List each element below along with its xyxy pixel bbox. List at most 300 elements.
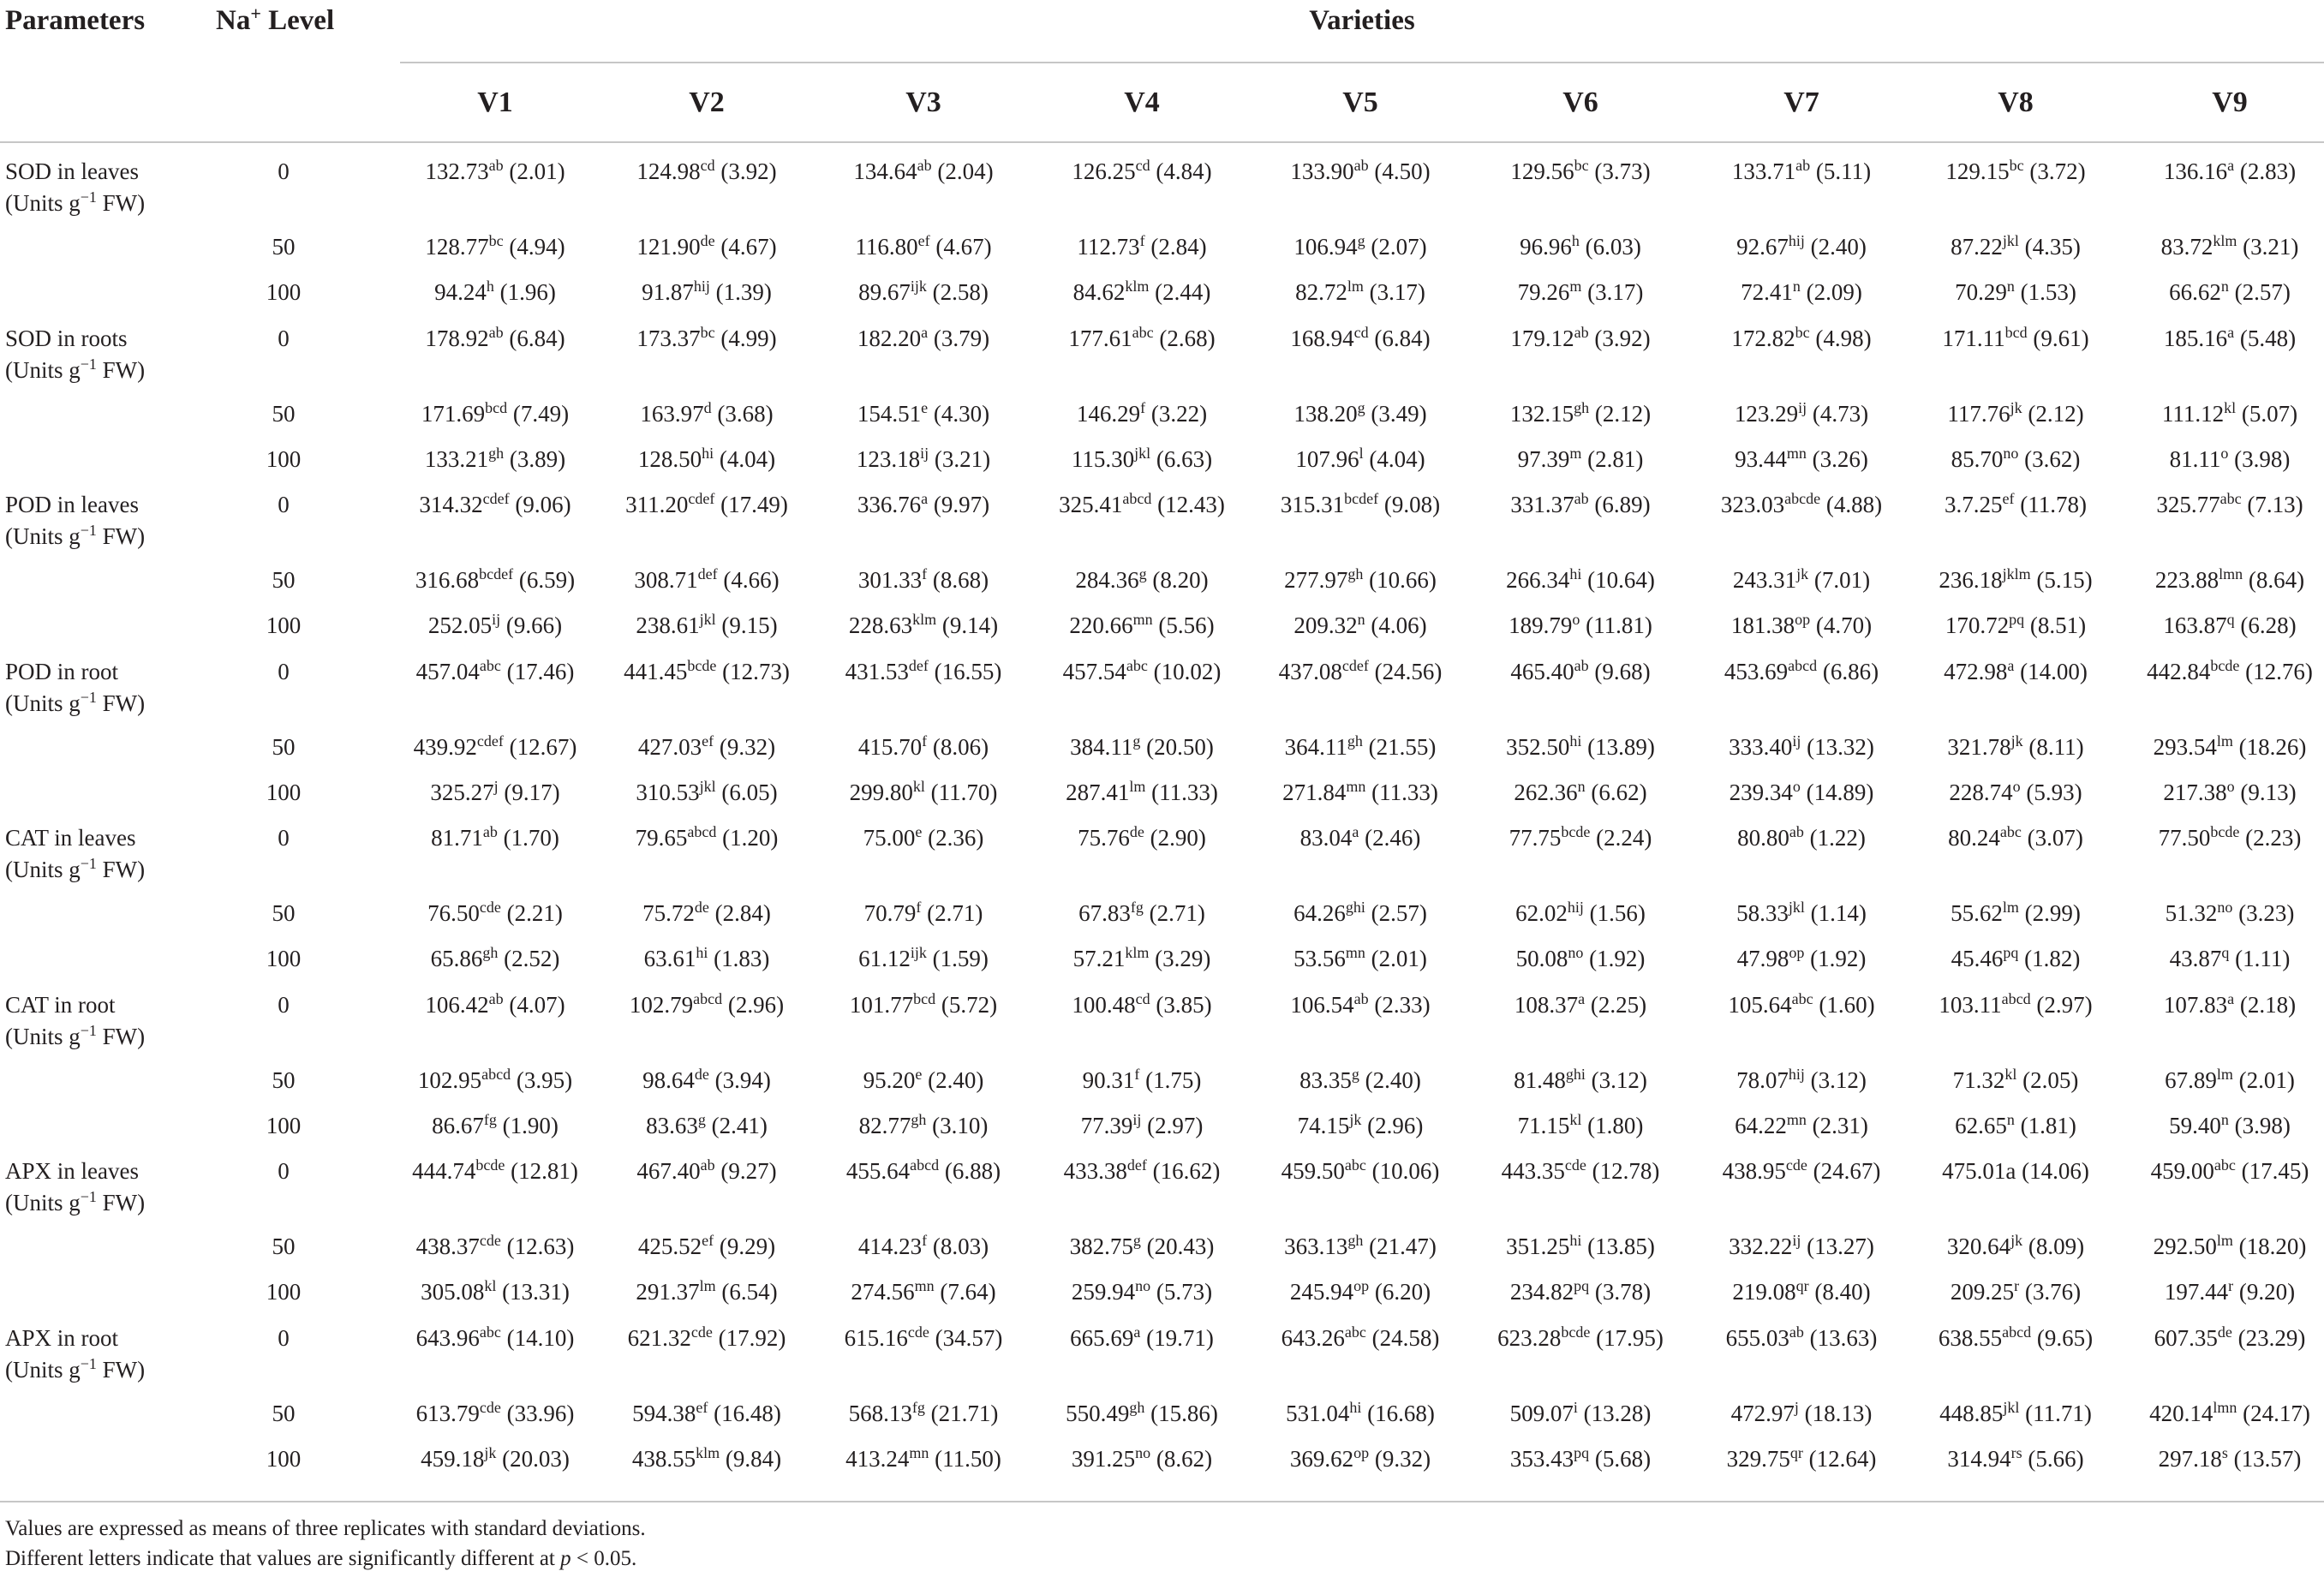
cell-std-dev: (12.76) bbox=[2245, 658, 2313, 684]
table-cell bbox=[814, 232, 1033, 260]
cell-significance-letters: de bbox=[1129, 823, 1144, 841]
cell-std-dev: (3.10) bbox=[932, 1112, 989, 1138]
table-cell bbox=[1251, 1065, 1470, 1093]
variety-header-v5: V5 bbox=[1342, 87, 1378, 118]
cell-significance-letters: jkl bbox=[699, 777, 716, 795]
table-cell bbox=[1251, 823, 1470, 851]
cell-std-dev: (21.71) bbox=[930, 1400, 999, 1426]
table-cell bbox=[1471, 444, 1690, 472]
cell-mean: 443.35 bbox=[1501, 1158, 1565, 1184]
table-cell bbox=[1251, 732, 1470, 760]
cell-significance-letters: jk bbox=[2010, 1232, 2023, 1250]
cell-significance-letters: de bbox=[2217, 1323, 2232, 1341]
cell-significance-letters: bcde bbox=[1561, 1323, 1591, 1341]
table-cell bbox=[1692, 823, 1911, 851]
cell-mean: 50.08 bbox=[1515, 946, 1568, 971]
cell-significance-letters: e bbox=[915, 1065, 923, 1083]
cell-significance-letters: cd bbox=[1135, 157, 1150, 175]
cell-mean: 171.11 bbox=[1942, 325, 2005, 351]
cell-mean: 297.18 bbox=[2158, 1445, 2222, 1472]
cell-spacer bbox=[720, 1446, 726, 1472]
cell-mean: 323.03 bbox=[1720, 492, 1785, 517]
cell-std-dev: (1.53) bbox=[2020, 279, 2076, 305]
cell-spacer bbox=[2022, 1234, 2028, 1259]
cell-mean: 82.72 bbox=[1295, 279, 1347, 305]
cell-significance-letters: i bbox=[1573, 1398, 1578, 1416]
cell-significance-letters: ij bbox=[1792, 732, 1801, 750]
variety-header-v4: V4 bbox=[1124, 87, 1160, 118]
cell-std-dev: (2.44) bbox=[1155, 279, 1211, 305]
cell-significance-letters: jkl bbox=[699, 611, 716, 629]
cell-significance-letters: a bbox=[1578, 989, 1586, 1007]
cell-std-dev: (14.06) bbox=[2022, 1158, 2089, 1184]
cell-mean: 243.31 bbox=[1732, 567, 1797, 593]
cell-mean: 77.50 bbox=[2158, 825, 2211, 851]
cell-significance-letters: hi bbox=[1349, 1398, 1362, 1416]
cell-significance-letters: g bbox=[1132, 1232, 1141, 1250]
cell-mean: 332.22 bbox=[1729, 1234, 1793, 1259]
cell-std-dev: (16.55) bbox=[934, 658, 1002, 684]
cell-std-dev: (7.49) bbox=[512, 400, 570, 427]
cell-significance-letters: mn bbox=[1786, 1110, 1807, 1128]
table-cell bbox=[1251, 490, 1470, 517]
cell-std-dev: (13.28) bbox=[1583, 1400, 1652, 1426]
cell-mean: 123.29 bbox=[1734, 400, 1799, 427]
unit-prefix: (Units g bbox=[5, 690, 81, 716]
cell-significance-letters: pq bbox=[1574, 1277, 1590, 1295]
cell-std-dev: (10.02) bbox=[1153, 658, 1222, 684]
cell-significance-letters: f bbox=[922, 1232, 928, 1250]
cell-std-dev: (4.35) bbox=[2024, 234, 2081, 260]
cell-significance-letters: no bbox=[1568, 944, 1584, 962]
cell-mean: 363.13 bbox=[1284, 1234, 1348, 1259]
table-cell bbox=[1032, 732, 1252, 760]
cell-std-dev: (12.63) bbox=[506, 1234, 575, 1259]
cell-spacer bbox=[925, 780, 931, 805]
cell-significance-letters: bcde bbox=[475, 1156, 505, 1174]
table-cell bbox=[2120, 1156, 2324, 1184]
cell-mean: 94.24 bbox=[434, 279, 487, 305]
cell-significance-letters: lm bbox=[699, 1277, 716, 1295]
cell-std-dev: (17.95) bbox=[1596, 1324, 1664, 1351]
table-cell bbox=[814, 323, 1033, 351]
cell-significance-letters: hi bbox=[702, 444, 714, 462]
table-cell bbox=[1906, 611, 2125, 638]
table-cell bbox=[1471, 1232, 1690, 1259]
cell-std-dev: (6.89) bbox=[1594, 492, 1651, 517]
cell-std-dev: (12.67) bbox=[509, 733, 577, 760]
na-level-value: 0 bbox=[278, 658, 290, 684]
variety-header-v3: V3 bbox=[905, 87, 941, 118]
cell-spacer bbox=[928, 492, 934, 517]
cell-mean: 106.54 bbox=[1290, 991, 1354, 1018]
cell-std-dev: (3.95) bbox=[516, 1066, 573, 1093]
cell-significance-letters: jk bbox=[1796, 565, 1809, 583]
table-cell bbox=[1692, 989, 1911, 1018]
cell-significance-letters: cdef bbox=[482, 490, 510, 508]
table-cell bbox=[385, 1232, 605, 1259]
cell-mean: 425.52 bbox=[637, 1234, 702, 1259]
cell-mean: 189.79 bbox=[1509, 612, 1573, 638]
cell-spacer bbox=[504, 734, 510, 760]
cell-significance-letters: gh bbox=[911, 1110, 927, 1128]
cell-spacer bbox=[709, 900, 715, 926]
cell-spacer bbox=[710, 279, 716, 305]
cell-significance-letters: mn bbox=[1786, 444, 1807, 462]
cell-std-dev: (1.92) bbox=[1589, 946, 1646, 971]
table-cell bbox=[1692, 398, 1911, 427]
cell-significance-letters: f bbox=[916, 899, 922, 917]
cell-std-dev: (4.94) bbox=[509, 234, 565, 260]
unit-exponent: −1 bbox=[80, 1021, 97, 1039]
na-level-value: 0 bbox=[278, 825, 290, 851]
cell-mean: 133.90 bbox=[1290, 158, 1354, 184]
cell-spacer bbox=[2234, 158, 2240, 184]
table-cell bbox=[1251, 444, 1470, 472]
cell-mean: 79.26 bbox=[1517, 279, 1570, 305]
cell-significance-letters: ab bbox=[488, 323, 504, 341]
unit-suffix: FW) bbox=[96, 1356, 146, 1383]
table-cell bbox=[1251, 565, 1470, 593]
parameter-label bbox=[5, 489, 145, 553]
cell-mean: 209.25 bbox=[1950, 1279, 2015, 1305]
cell-mean: 325.77 bbox=[2156, 492, 2220, 517]
cell-significance-letters: gh bbox=[1347, 732, 1363, 750]
parameter-label bbox=[5, 1323, 145, 1386]
cell-spacer bbox=[1148, 659, 1154, 684]
cell-std-dev: (4.04) bbox=[719, 445, 776, 472]
cell-mean: 467.40 bbox=[636, 1158, 701, 1184]
cell-significance-letters: gh bbox=[1129, 1398, 1145, 1416]
table-cell bbox=[2120, 490, 2324, 517]
cell-mean: 219.08 bbox=[1732, 1279, 1796, 1305]
table-cell bbox=[1032, 1065, 1252, 1093]
cell-mean: 234.82 bbox=[1509, 1279, 1574, 1305]
table-cell bbox=[1906, 1277, 2125, 1305]
cell-significance-letters: ab bbox=[1574, 656, 1589, 674]
note-line-2-prefix: Different letters indicate that values are significantly different at bbox=[5, 1547, 561, 1570]
table-cell bbox=[2120, 989, 2324, 1018]
cell-spacer bbox=[1805, 1067, 1811, 1093]
cell-spacer bbox=[1364, 279, 1370, 305]
table-cell bbox=[597, 989, 816, 1018]
table-cell bbox=[1032, 232, 1252, 260]
cell-mean: 97.39 bbox=[1517, 445, 1570, 472]
table-cell bbox=[597, 278, 816, 305]
table-cell bbox=[597, 444, 816, 472]
cell-significance-letters: no bbox=[2003, 444, 2019, 462]
table-cell bbox=[597, 611, 816, 638]
table-cell bbox=[1251, 944, 1470, 971]
table-cell bbox=[2120, 1323, 2324, 1351]
cell-mean: 66.62 bbox=[2169, 279, 2221, 305]
cell-mean: 431.53 bbox=[845, 658, 909, 684]
cell-spacer bbox=[2031, 1325, 2037, 1351]
cell-significance-letters: ij bbox=[920, 444, 929, 462]
cell-spacer bbox=[1145, 401, 1151, 427]
cell-std-dev: (3.49) bbox=[1371, 400, 1427, 427]
cell-std-dev: (5.93) bbox=[2026, 779, 2082, 805]
cell-spacer bbox=[1805, 234, 1811, 260]
cell-spacer bbox=[1150, 1279, 1156, 1305]
table-cell bbox=[814, 823, 1033, 851]
na-level-value: 0 bbox=[278, 1324, 290, 1351]
table-cell bbox=[597, 398, 816, 427]
cell-std-dev: (11.78) bbox=[2020, 492, 2087, 517]
cell-significance-letters: ijk bbox=[910, 944, 927, 962]
cell-mean: 64.22 bbox=[1735, 1112, 1787, 1138]
cell-mean: 369.62 bbox=[1289, 1445, 1354, 1472]
cell-significance-letters: no bbox=[2217, 899, 2233, 917]
cell-spacer bbox=[2236, 401, 2242, 427]
cell-std-dev: (12.73) bbox=[722, 658, 790, 684]
table-cell bbox=[1906, 1443, 2125, 1472]
unit-prefix: (Units g bbox=[5, 523, 81, 549]
cell-std-dev: (5.56) bbox=[1158, 612, 1215, 638]
cell-significance-letters: e bbox=[915, 823, 923, 841]
cell-std-dev: (1.56) bbox=[1589, 900, 1646, 926]
cell-std-dev: (2.58) bbox=[932, 279, 989, 305]
cell-mean: 77.75 bbox=[1509, 825, 1562, 851]
cell-significance-letters: abc bbox=[479, 1323, 501, 1341]
cell-significance-letters: cdef bbox=[476, 732, 504, 750]
table-cell bbox=[1692, 323, 1911, 351]
cell-std-dev: (12.43) bbox=[1157, 492, 1225, 517]
table-cell bbox=[597, 490, 816, 517]
cell-mean: 67.89 bbox=[2165, 1066, 2217, 1093]
table-cell bbox=[1251, 1156, 1470, 1184]
cell-std-dev: (3.12) bbox=[1591, 1066, 1647, 1093]
cell-mean: 74.15 bbox=[1297, 1112, 1350, 1138]
cell-significance-letters: ab bbox=[700, 1156, 715, 1174]
cell-mean: 382.75 bbox=[1069, 1234, 1133, 1259]
cell-std-dev: (6.62) bbox=[1591, 779, 1647, 805]
table-cell bbox=[1692, 656, 1911, 684]
cell-spacer bbox=[511, 1067, 517, 1093]
cell-std-dev: (3.89) bbox=[509, 445, 566, 472]
cell-significance-letters: n bbox=[2220, 1110, 2229, 1128]
cell-mean: 71.32 bbox=[1952, 1066, 2005, 1093]
cell-significance-letters: ab bbox=[917, 157, 932, 175]
cell-mean: 321.78 bbox=[1947, 733, 2011, 760]
cell-spacer bbox=[2234, 326, 2240, 351]
cell-significance-letters: lmn bbox=[2219, 565, 2243, 583]
cell-significance-letters: hij bbox=[1788, 232, 1805, 250]
unit-exponent: −1 bbox=[80, 1188, 97, 1206]
cell-std-dev: (5.07) bbox=[2241, 400, 2298, 427]
cell-significance-letters: klm bbox=[912, 611, 937, 629]
cell-mean: 623.28 bbox=[1497, 1324, 1562, 1351]
table-cell bbox=[1032, 157, 1252, 184]
cell-mean: 293.54 bbox=[2153, 733, 2217, 760]
cell-std-dev: (4.50) bbox=[1374, 158, 1431, 184]
cell-std-dev: (2.31) bbox=[1812, 1112, 1868, 1138]
cell-std-dev: (2.57) bbox=[2234, 279, 2291, 305]
cell-spacer bbox=[714, 1234, 720, 1259]
cell-mean: 91.87 bbox=[642, 279, 694, 305]
parameter-name: CAT in leaves bbox=[5, 825, 136, 851]
cell-spacer bbox=[1147, 1158, 1153, 1184]
cell-significance-letters: bc bbox=[1574, 157, 1589, 175]
cell-std-dev: (1.80) bbox=[1587, 1112, 1644, 1138]
table-cell bbox=[385, 565, 605, 593]
cell-spacer bbox=[1141, 1234, 1147, 1259]
cell-mean: 457.04 bbox=[415, 658, 480, 684]
cell-mean: 266.34 bbox=[1506, 567, 1570, 593]
cell-std-dev: (3.21) bbox=[934, 445, 991, 472]
cell-spacer bbox=[2228, 1446, 2234, 1472]
table-cell bbox=[385, 398, 605, 427]
cell-significance-letters: jk bbox=[2010, 398, 2022, 416]
cell-significance-letters: ef bbox=[702, 1232, 714, 1250]
table-cell bbox=[1471, 899, 1690, 926]
cell-std-dev: (11.33) bbox=[1371, 779, 1438, 805]
cell-mean: 197.44 bbox=[2164, 1279, 2229, 1305]
header-na-level bbox=[216, 3, 335, 36]
table-cell bbox=[1251, 1110, 1470, 1138]
table-cell bbox=[1251, 232, 1470, 260]
table-cell bbox=[1692, 1065, 1911, 1093]
cell-mean: 185.16 bbox=[2163, 325, 2228, 351]
cell-mean: 67.83 bbox=[1078, 900, 1131, 926]
cell-mean: 351.25 bbox=[1506, 1234, 1570, 1259]
cell-mean: 133.71 bbox=[1731, 158, 1796, 184]
cell-significance-letters: lm bbox=[2216, 1232, 2233, 1250]
cell-spacer bbox=[936, 612, 942, 638]
table-cell bbox=[1032, 944, 1252, 971]
cell-significance-letters: abcd bbox=[2002, 1323, 2032, 1341]
cell-significance-letters: ab bbox=[1789, 823, 1804, 841]
cell-mean: 459.50 bbox=[1281, 1158, 1345, 1184]
cell-significance-letters: op bbox=[1353, 1443, 1370, 1461]
cell-std-dev: (5.48) bbox=[2239, 325, 2297, 351]
parameter-name: APX in leaves bbox=[5, 1158, 139, 1184]
cell-mean: 132.15 bbox=[1509, 400, 1574, 427]
table-cell bbox=[597, 1443, 816, 1472]
cell-std-dev: (2.46) bbox=[1365, 825, 1421, 851]
cell-mean: 352.50 bbox=[1506, 733, 1570, 760]
cell-significance-letters: abc bbox=[1344, 1156, 1366, 1174]
cell-significance-letters: ghi bbox=[1565, 1065, 1586, 1083]
cell-spacer bbox=[927, 946, 933, 971]
cell-std-dev: (21.47) bbox=[1369, 1234, 1437, 1259]
cell-std-dev: (8.51) bbox=[2029, 612, 2087, 638]
cell-spacer bbox=[929, 446, 935, 472]
table-cell bbox=[1692, 1443, 1911, 1472]
table-cell bbox=[1251, 1323, 1470, 1351]
cell-mean: 427.03 bbox=[637, 733, 702, 760]
cell-mean: 179.12 bbox=[1510, 325, 1574, 351]
table-cell bbox=[597, 1277, 816, 1305]
cell-std-dev: (8.11) bbox=[2028, 733, 2084, 760]
table-cell bbox=[1692, 1277, 1911, 1305]
cell-std-dev: (5.66) bbox=[2028, 1445, 2084, 1472]
na-level-value: 0 bbox=[278, 158, 290, 184]
cell-significance-letters: kl bbox=[2224, 398, 2237, 416]
cell-significance-letters: de bbox=[694, 899, 709, 917]
cell-mean: 333.40 bbox=[1729, 733, 1793, 760]
table-cell bbox=[814, 1065, 1033, 1093]
cell-significance-letters: bcde bbox=[2210, 656, 2240, 674]
cell-mean: 465.40 bbox=[1510, 658, 1574, 684]
cell-spacer bbox=[1799, 1401, 1805, 1426]
cell-significance-letters: f bbox=[922, 565, 928, 583]
cell-std-dev: (2.84) bbox=[1150, 234, 1207, 260]
table-cell bbox=[814, 565, 1033, 593]
cell-mean: 163.87 bbox=[2163, 612, 2227, 638]
cell-mean: 81.11 bbox=[2169, 445, 2221, 472]
cell-std-dev: (3.94) bbox=[714, 1066, 771, 1093]
cell-mean: 83.35 bbox=[1299, 1066, 1352, 1093]
cell-significance-letters: rs bbox=[2010, 1443, 2022, 1461]
table-cell bbox=[1251, 398, 1470, 427]
cell-mean: 457.54 bbox=[1062, 658, 1126, 684]
cell-mean: 228.74 bbox=[1949, 779, 2013, 805]
cell-mean: 613.79 bbox=[415, 1400, 480, 1426]
table-cell bbox=[1692, 1323, 1911, 1351]
table-cell bbox=[1692, 157, 1911, 184]
cell-significance-letters: cde bbox=[690, 1323, 713, 1341]
cell-mean: 438.37 bbox=[415, 1234, 480, 1259]
cell-std-dev: (24.67) bbox=[1813, 1158, 1881, 1184]
cell-spacer bbox=[501, 1325, 507, 1351]
cell-significance-letters: hij bbox=[693, 278, 710, 296]
table-cell bbox=[1471, 232, 1690, 260]
cell-mean: 63.61 bbox=[643, 946, 696, 971]
cell-significance-letters: jklm bbox=[2002, 565, 2031, 583]
table-cell bbox=[1471, 732, 1690, 760]
cell-significance-letters: a bbox=[2007, 656, 2015, 674]
cell-significance-letters: def bbox=[697, 565, 718, 583]
cell-mean: 325.27 bbox=[430, 779, 494, 805]
cell-std-dev: (19.71) bbox=[1146, 1324, 1214, 1351]
table-cell bbox=[1906, 989, 2125, 1018]
cell-mean: 112.73 bbox=[1077, 234, 1140, 260]
cell-significance-letters: lm bbox=[2216, 1065, 2233, 1083]
table-cell bbox=[1471, 656, 1690, 684]
cell-std-dev: (9.65) bbox=[2036, 1324, 2094, 1351]
cell-std-dev: (9.32) bbox=[719, 733, 776, 760]
cell-std-dev: (9.14) bbox=[941, 612, 999, 638]
cell-significance-letters: jkl bbox=[2003, 1398, 2020, 1416]
cell-mean: 129.15 bbox=[1945, 158, 2010, 184]
parameter-name: APX in root bbox=[5, 1324, 119, 1351]
table-cell bbox=[2120, 278, 2324, 305]
cell-significance-letters: jk bbox=[2010, 732, 2023, 750]
cell-std-dev: (9.32) bbox=[1374, 1445, 1431, 1472]
cell-std-dev: (3.26) bbox=[1812, 445, 1868, 472]
cell-mean: 128.77 bbox=[425, 234, 489, 260]
cell-std-dev: (8.40) bbox=[1814, 1279, 1871, 1305]
cell-mean: 100.48 bbox=[1072, 991, 1136, 1018]
cell-mean: 83.63 bbox=[646, 1112, 698, 1138]
cell-significance-letters: abcd bbox=[1788, 656, 1818, 674]
cell-std-dev: (9.13) bbox=[2240, 779, 2297, 805]
cell-mean: 72.41 bbox=[1741, 279, 1793, 305]
cell-significance-letters: a bbox=[1133, 1323, 1141, 1341]
cell-std-dev: (6.88) bbox=[944, 1158, 1001, 1184]
cell-mean: 325.41 bbox=[1059, 492, 1123, 517]
cell-significance-letters: klm bbox=[1125, 278, 1150, 296]
table-cell bbox=[1692, 899, 1911, 926]
table-cell bbox=[597, 899, 816, 926]
cell-mean: 287.41 bbox=[1066, 779, 1130, 805]
cell-spacer bbox=[927, 279, 933, 305]
table-cell bbox=[1471, 611, 1690, 638]
cell-spacer bbox=[2015, 1113, 2021, 1138]
cell-mean: 433.38 bbox=[1063, 1158, 1127, 1184]
table-cell bbox=[1251, 989, 1470, 1018]
